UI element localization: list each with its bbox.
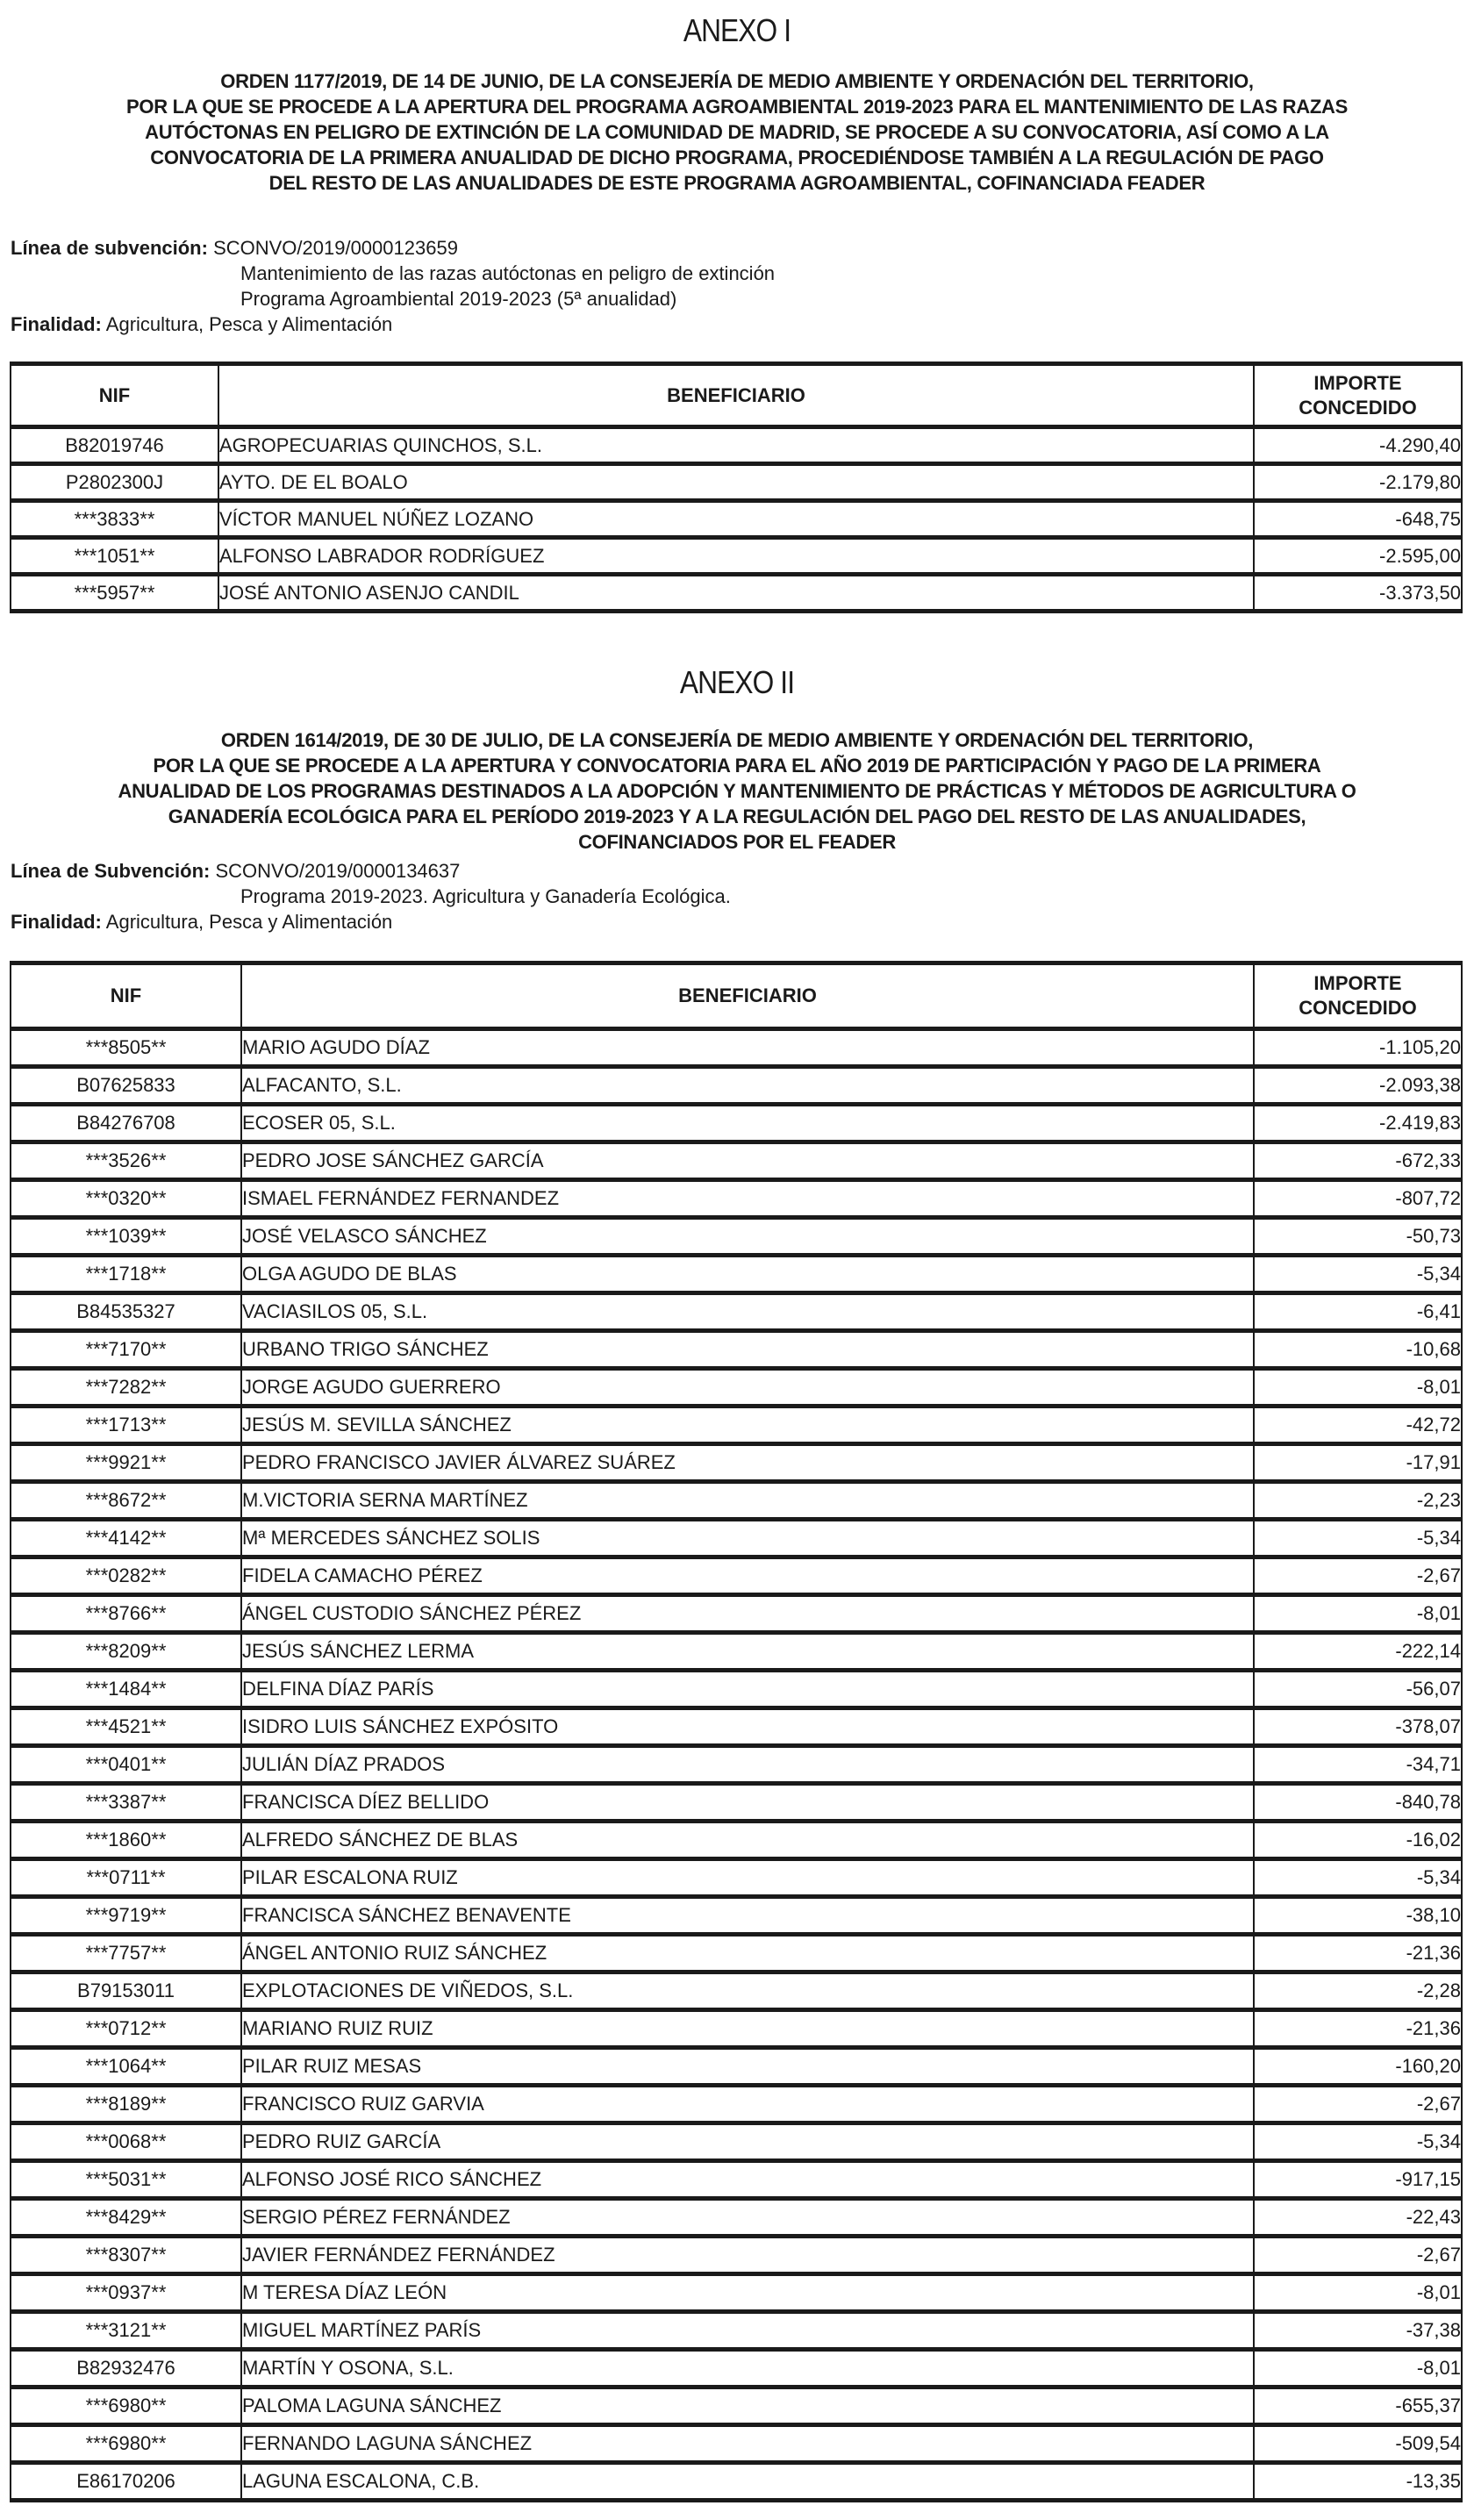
nif-cell: ***0937** xyxy=(11,2274,241,2312)
table-row xyxy=(11,1218,1462,1256)
table-row xyxy=(11,1331,1462,1369)
beneficiary-cell: LAGUNA ESCALONA, C.B. xyxy=(241,2463,1254,2501)
nif-cell: ***0401** xyxy=(11,1746,241,1784)
amount-cell: -160,20 xyxy=(1254,2048,1462,2086)
beneficiary-cell: M TERESA DÍAZ LEÓN xyxy=(241,2274,1254,2312)
table-row xyxy=(11,2274,1462,2312)
nif-cell: ***8307** xyxy=(11,2237,241,2274)
amount-cell: -2,67 xyxy=(1254,2086,1462,2123)
beneficiary-cell: M.VICTORIA SERNA MARTÍNEZ xyxy=(241,1482,1254,1520)
beneficiary-cell: MARIO AGUDO DÍAZ xyxy=(241,1029,1254,1067)
amount-cell: -13,35 xyxy=(1254,2463,1462,2501)
table-row xyxy=(11,1784,1462,1822)
purpose-label: Finalidad: xyxy=(11,911,102,933)
nif-cell: ***9719** xyxy=(11,1897,241,1935)
table-row xyxy=(11,1935,1462,1972)
amount-cell: -2.179,80 xyxy=(1254,464,1462,501)
nif-cell: ***1860** xyxy=(11,1822,241,1859)
amount-cell: -17,91 xyxy=(1254,1444,1462,1482)
nif-cell: ***3121** xyxy=(11,2312,241,2350)
table-row xyxy=(11,1105,1462,1142)
beneficiary-cell: EXPLOTACIONES DE VIÑEDOS, S.L. xyxy=(241,1972,1254,2010)
nif-cell: ***3387** xyxy=(11,1784,241,1822)
amount-cell: -4.290,40 xyxy=(1254,427,1462,464)
table-row xyxy=(11,1142,1462,1180)
nif-cell: ***0712** xyxy=(11,2010,241,2048)
purpose xyxy=(11,909,731,934)
beneficiary-cell: VÍCTOR MANUEL NÚÑEZ LOZANO xyxy=(218,501,1254,538)
beneficiary-cell: URBANO TRIGO SÁNCHEZ xyxy=(241,1331,1254,1369)
beneficiary-cell: JULIÁN DÍAZ PRADOS xyxy=(241,1746,1254,1784)
amount-cell: -1.105,20 xyxy=(1254,1029,1462,1067)
subsidy-line xyxy=(11,235,775,261)
nif-cell: ***7282** xyxy=(11,1369,241,1407)
beneficiary-cell: ALFREDO SÁNCHEZ DE BLAS xyxy=(241,1822,1254,1859)
order-heading-line: COFINANCIADOS POR EL FEADER xyxy=(578,831,896,853)
subsidy-line-label: Línea de subvención: xyxy=(11,237,208,259)
nif-cell: ***1718** xyxy=(11,1256,241,1293)
amount-cell: -2,23 xyxy=(1254,1482,1462,1520)
amount-cell: -5,34 xyxy=(1254,1256,1462,1293)
table-row xyxy=(11,1256,1462,1293)
table-row xyxy=(11,538,1462,575)
purpose xyxy=(11,311,775,337)
beneficiary-cell: ALFONSO JOSÉ RICO SÁNCHEZ xyxy=(241,2161,1254,2199)
table-row xyxy=(11,2010,1462,2048)
purpose-label: Finalidad: xyxy=(11,313,102,335)
beneficiary-cell: DELFINA DÍAZ PARÍS xyxy=(241,1671,1254,1708)
amount-cell: -6,41 xyxy=(1254,1293,1462,1331)
table-row xyxy=(11,2237,1462,2274)
beneficiary-cell: JOSÉ VELASCO SÁNCHEZ xyxy=(241,1218,1254,1256)
amount-cell: -509,54 xyxy=(1254,2425,1462,2463)
purpose-value: Agricultura, Pesca y Alimentación xyxy=(105,911,393,933)
table-row xyxy=(11,1708,1462,1746)
table-row xyxy=(11,1520,1462,1557)
amount-cell: -2.093,38 xyxy=(1254,1067,1462,1105)
annex-1-order-heading xyxy=(0,68,1474,196)
nif-cell: ***4142** xyxy=(11,1520,241,1557)
beneficiary-cell: ALFACANTO, S.L. xyxy=(241,1067,1254,1105)
nif-cell: ***8766** xyxy=(11,1595,241,1633)
amount-cell: -2.595,00 xyxy=(1254,538,1462,575)
beneficiary-cell: PALOMA LAGUNA SÁNCHEZ xyxy=(241,2388,1254,2425)
subsidy-line-program: Programa Agroambiental 2019-2023 (5ª anualidad) xyxy=(240,288,677,310)
table-row xyxy=(11,1671,1462,1708)
nif-cell: ***3833** xyxy=(11,501,218,538)
nif-cell: ***6980** xyxy=(11,2425,241,2463)
amount-cell: -8,01 xyxy=(1254,1595,1462,1633)
amount-cell: -16,02 xyxy=(1254,1822,1462,1859)
table-row xyxy=(11,501,1462,538)
nif-cell: ***5031** xyxy=(11,2161,241,2199)
beneficiary-cell: JESÚS M. SEVILLA SÁNCHEZ xyxy=(241,1407,1254,1444)
beneficiary-cell: AGROPECUARIAS QUINCHOS, S.L. xyxy=(218,427,1254,464)
annex-2-order-heading xyxy=(0,727,1474,855)
beneficiary-cell: FRANCISCO RUIZ GARVIA xyxy=(241,2086,1254,2123)
beneficiary-cell: PILAR RUIZ MESAS xyxy=(241,2048,1254,2086)
subsidy-line-label: Línea de Subvención: xyxy=(11,860,211,882)
amount-cell: -10,68 xyxy=(1254,1331,1462,1369)
annex-2-beneficiaries-table xyxy=(10,961,1463,2502)
beneficiary-cell: FIDELA CAMACHO PÉREZ xyxy=(241,1557,1254,1595)
amount-cell: -655,37 xyxy=(1254,2388,1462,2425)
amount-cell: -21,36 xyxy=(1254,1935,1462,1972)
nif-cell: ***1039** xyxy=(11,1218,241,1256)
amount-cell: -672,33 xyxy=(1254,1142,1462,1180)
table-row xyxy=(11,464,1462,501)
beneficiary-cell: OLGA AGUDO DE BLAS xyxy=(241,1256,1254,1293)
beneficiary-cell: PEDRO JOSE SÁNCHEZ GARCÍA xyxy=(241,1142,1254,1180)
beneficiary-cell: JOSÉ ANTONIO ASENJO CANDIL xyxy=(218,575,1254,612)
subsidy-line-code: SCONVO/2019/0000134637 xyxy=(215,860,461,882)
amount-header-line-2: CONCEDIDO xyxy=(1299,396,1417,419)
order-heading-line: POR LA QUE SE PROCEDE A LA APERTURA Y CONVOCATORIA PARA EL AÑO 2019 DE PARTICIPACIÓN Y PAGO DE LA PRIMERA xyxy=(153,755,1321,777)
table-row xyxy=(11,2199,1462,2237)
table-row xyxy=(11,1633,1462,1671)
nif-cell: ***3526** xyxy=(11,1142,241,1180)
beneficiary-cell: JESÚS SÁNCHEZ LERMA xyxy=(241,1633,1254,1671)
table-header-row xyxy=(11,364,1462,427)
nif-cell: ***0068** xyxy=(11,2123,241,2161)
order-heading-line: GANADERÍA ECOLÓGICA PARA EL PERÍODO 2019-2023 Y A LA REGULACIÓN DEL PAGO DEL RESTO DE LAS ANUALIDADES, xyxy=(168,805,1306,827)
table-row xyxy=(11,1444,1462,1482)
beneficiary-cell: Mª MERCEDES SÁNCHEZ SOLIS xyxy=(241,1520,1254,1557)
nif-cell: B84276708 xyxy=(11,1105,241,1142)
amount-header-line-1: IMPORTE xyxy=(1313,972,1402,994)
amount-cell: -8,01 xyxy=(1254,1369,1462,1407)
nif-cell: ***1484** xyxy=(11,1671,241,1708)
column-header-nif: NIF xyxy=(11,364,218,427)
amount-cell: -34,71 xyxy=(1254,1746,1462,1784)
beneficiary-cell: SERGIO PÉREZ FERNÁNDEZ xyxy=(241,2199,1254,2237)
amount-cell: -807,72 xyxy=(1254,1180,1462,1218)
table-row xyxy=(11,1293,1462,1331)
nif-cell: ***0320** xyxy=(11,1180,241,1218)
table-row xyxy=(11,1067,1462,1105)
table-row xyxy=(11,1822,1462,1859)
beneficiary-cell: AYTO. DE EL BOALO xyxy=(218,464,1254,501)
nif-cell: ***1713** xyxy=(11,1407,241,1444)
amount-cell: -5,34 xyxy=(1254,1520,1462,1557)
table-row xyxy=(11,1595,1462,1633)
nif-cell: B84535327 xyxy=(11,1293,241,1331)
nif-cell: ***8189** xyxy=(11,2086,241,2123)
beneficiary-cell: ÁNGEL ANTONIO RUIZ SÁNCHEZ xyxy=(241,1935,1254,1972)
table-row xyxy=(11,2388,1462,2425)
table-header-row xyxy=(11,963,1462,1029)
beneficiary-cell: VACIASILOS 05, S.L. xyxy=(241,1293,1254,1331)
nif-cell: P2802300J xyxy=(11,464,218,501)
amount-cell: -42,72 xyxy=(1254,1407,1462,1444)
nif-cell: ***7170** xyxy=(11,1331,241,1369)
table-row xyxy=(11,1482,1462,1520)
nif-cell: ***8672** xyxy=(11,1482,241,1520)
table-row xyxy=(11,1972,1462,2010)
amount-cell: -22,43 xyxy=(1254,2199,1462,2237)
table-row xyxy=(11,2463,1462,2501)
amount-cell: -378,07 xyxy=(1254,1708,1462,1746)
table-row xyxy=(11,2312,1462,2350)
order-heading-line: ORDEN 1614/2019, DE 30 DE JULIO, DE LA CONSEJERÍA DE MEDIO AMBIENTE Y ORDENACIÓN DEL TERRITORIO, xyxy=(220,729,1254,751)
nif-cell: B82019746 xyxy=(11,427,218,464)
annex-1-title: ANEXO I xyxy=(683,12,791,48)
nif-cell: B07625833 xyxy=(11,1067,241,1105)
table-row xyxy=(11,2350,1462,2388)
nif-cell: ***7757** xyxy=(11,1935,241,1972)
amount-cell: -917,15 xyxy=(1254,2161,1462,2199)
amount-header-line-1: IMPORTE xyxy=(1313,371,1402,394)
nif-cell: ***9921** xyxy=(11,1444,241,1482)
nif-cell: ***6980** xyxy=(11,2388,241,2425)
table-row xyxy=(11,2048,1462,2086)
amount-cell: -3.373,50 xyxy=(1254,575,1462,612)
annex-1-meta xyxy=(11,235,775,337)
column-header-amount xyxy=(1254,963,1462,1029)
table-row xyxy=(11,1859,1462,1897)
amount-header-line-2: CONCEDIDO xyxy=(1299,997,1417,1019)
order-heading-line: POR LA QUE SE PROCEDE A LA APERTURA DEL PROGRAMA AGROAMBIENTAL 2019-2023 PARA EL MANTENIMIENTO DE LAS RAZAS xyxy=(126,96,1348,118)
nif-cell: ***8209** xyxy=(11,1633,241,1671)
nif-cell: ***1051** xyxy=(11,538,218,575)
table-row xyxy=(11,2425,1462,2463)
amount-cell: -21,36 xyxy=(1254,2010,1462,2048)
order-heading-line: DEL RESTO DE LAS ANUALIDADES DE ESTE PROGRAMA AGROAMBIENTAL, COFINANCIADA FEADER xyxy=(268,172,1206,194)
table-row xyxy=(11,1557,1462,1595)
nif-cell: B79153011 xyxy=(11,1972,241,2010)
nif-cell: ***0282** xyxy=(11,1557,241,1595)
order-heading-line: AUTÓCTONAS EN PELIGRO DE EXTINCIÓN DE LA COMUNIDAD DE MADRID, SE PROCEDE A SU CONVOCATORIA, ASÍ COMO A LA xyxy=(145,121,1329,143)
table-row xyxy=(11,2123,1462,2161)
beneficiary-cell: MARIANO RUIZ RUIZ xyxy=(241,2010,1254,2048)
table-row xyxy=(11,1897,1462,1935)
amount-cell: -8,01 xyxy=(1254,2274,1462,2312)
annex-2-meta xyxy=(11,858,731,934)
amount-cell: -56,07 xyxy=(1254,1671,1462,1708)
amount-cell: -2,67 xyxy=(1254,2237,1462,2274)
beneficiary-cell: ÁNGEL CUSTODIO SÁNCHEZ PÉREZ xyxy=(241,1595,1254,1633)
order-heading-line: ANUALIDAD DE LOS PROGRAMAS DESTINADOS A LA ADOPCIÓN Y MANTENIMIENTO DE PRÁCTICAS Y MÉTODOS DE AGRICULTURA O xyxy=(118,780,1356,802)
table-row xyxy=(11,575,1462,612)
nif-cell: ***0711** xyxy=(11,1859,241,1897)
column-header-nif: NIF xyxy=(11,963,241,1029)
nif-cell: ***8429** xyxy=(11,2199,241,2237)
amount-cell: -2,67 xyxy=(1254,1557,1462,1595)
column-header-amount xyxy=(1254,364,1462,427)
amount-cell: -38,10 xyxy=(1254,1897,1462,1935)
beneficiary-cell: JORGE AGUDO GUERRERO xyxy=(241,1369,1254,1407)
subsidy-line-program: Programa 2019-2023. Agricultura y Ganadería Ecológica. xyxy=(240,885,731,907)
nif-cell: ***1064** xyxy=(11,2048,241,2086)
beneficiary-cell: MARTÍN Y OSONA, S.L. xyxy=(241,2350,1254,2388)
table-row xyxy=(11,1180,1462,1218)
annex-1-beneficiaries-table xyxy=(10,362,1463,613)
beneficiary-cell: PILAR ESCALONA RUIZ xyxy=(241,1859,1254,1897)
subsidy-line xyxy=(11,858,731,884)
table-row xyxy=(11,427,1462,464)
beneficiary-cell: PEDRO FRANCISCO JAVIER ÁLVAREZ SUÁREZ xyxy=(241,1444,1254,1482)
amount-cell: -5,34 xyxy=(1254,1859,1462,1897)
order-heading-line: CONVOCATORIA DE LA PRIMERA ANUALIDAD DE DICHO PROGRAMA, PROCEDIÉNDOSE TAMBIÉN A LA REGULACIÓN DE PAGO xyxy=(150,147,1324,168)
amount-cell: -648,75 xyxy=(1254,501,1462,538)
column-header-beneficiary: BENEFICIARIO xyxy=(218,364,1254,427)
amount-cell: -8,01 xyxy=(1254,2350,1462,2388)
purpose-value: Agricultura, Pesca y Alimentación xyxy=(105,313,393,335)
amount-cell: -840,78 xyxy=(1254,1784,1462,1822)
beneficiary-cell: ISIDRO LUIS SÁNCHEZ EXPÓSITO xyxy=(241,1708,1254,1746)
column-header-beneficiary: BENEFICIARIO xyxy=(241,963,1254,1029)
beneficiary-cell: ALFONSO LABRADOR RODRÍGUEZ xyxy=(218,538,1254,575)
beneficiary-cell: MIGUEL MARTÍNEZ PARÍS xyxy=(241,2312,1254,2350)
beneficiary-cell: PEDRO RUIZ GARCÍA xyxy=(241,2123,1254,2161)
nif-cell: ***8505** xyxy=(11,1029,241,1067)
nif-cell: B82932476 xyxy=(11,2350,241,2388)
table-row xyxy=(11,1407,1462,1444)
beneficiary-cell: JAVIER FERNÁNDEZ FERNÁNDEZ xyxy=(241,2237,1254,2274)
amount-cell: -2,28 xyxy=(1254,1972,1462,2010)
table-row xyxy=(11,1369,1462,1407)
amount-cell: -37,38 xyxy=(1254,2312,1462,2350)
amount-cell: -5,34 xyxy=(1254,2123,1462,2161)
table-row xyxy=(11,2161,1462,2199)
nif-cell: E86170206 xyxy=(11,2463,241,2501)
beneficiary-cell: FERNANDO LAGUNA SÁNCHEZ xyxy=(241,2425,1254,2463)
amount-cell: -2.419,83 xyxy=(1254,1105,1462,1142)
subsidy-line-description: Mantenimiento de las razas autóctonas en peligro de extinción xyxy=(240,262,776,284)
beneficiary-cell: FRANCISCA DÍEZ BELLIDO xyxy=(241,1784,1254,1822)
order-heading-line: ORDEN 1177/2019, DE 14 DE JUNIO, DE LA CONSEJERÍA DE MEDIO AMBIENTE Y ORDENACIÓN DEL TERRITORIO, xyxy=(220,70,1254,92)
subsidy-line-code: SCONVO/2019/0000123659 xyxy=(213,237,458,259)
beneficiary-cell: FRANCISCA SÁNCHEZ BENAVENTE xyxy=(241,1897,1254,1935)
beneficiary-cell: ECOSER 05, S.L. xyxy=(241,1105,1254,1142)
table-row xyxy=(11,1746,1462,1784)
beneficiary-cell: ISMAEL FERNÁNDEZ FERNANDEZ xyxy=(241,1180,1254,1218)
amount-cell: -222,14 xyxy=(1254,1633,1462,1671)
nif-cell: ***5957** xyxy=(11,575,218,612)
table-row xyxy=(11,1029,1462,1067)
amount-cell: -50,73 xyxy=(1254,1218,1462,1256)
annex-2-title: ANEXO II xyxy=(679,664,795,700)
nif-cell: ***4521** xyxy=(11,1708,241,1746)
table-row xyxy=(11,2086,1462,2123)
